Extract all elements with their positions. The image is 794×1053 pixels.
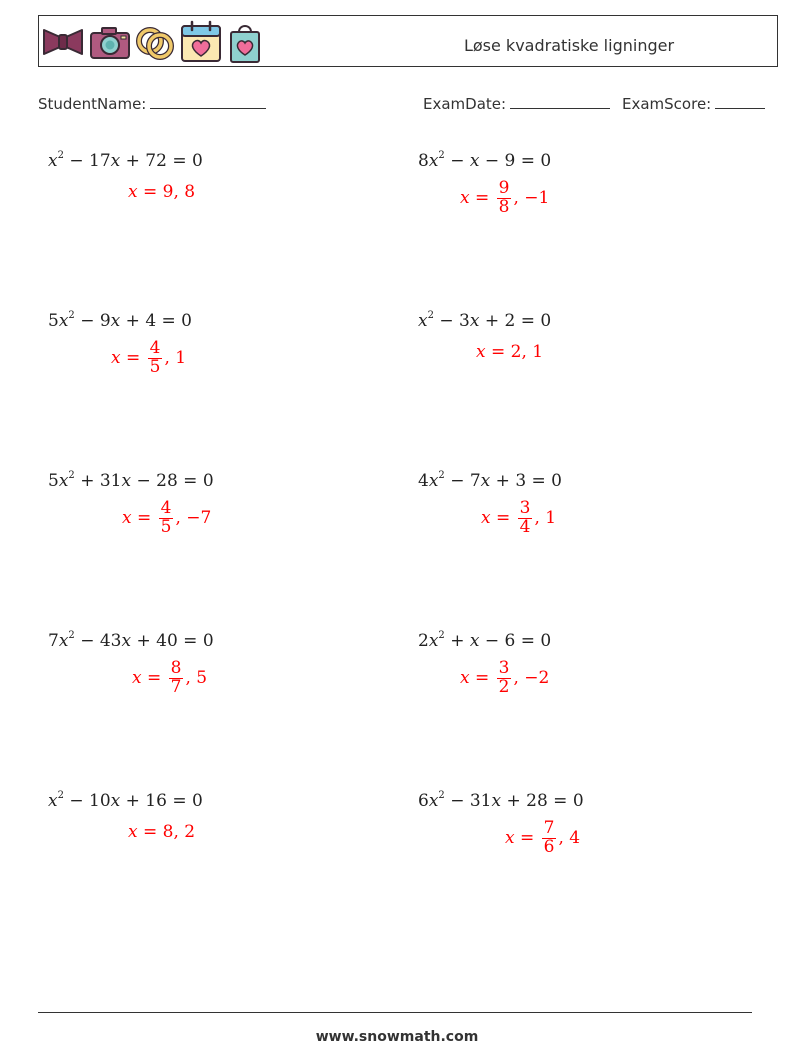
problem-item <box>48 150 203 202</box>
answer-values: , 1 <box>534 508 557 529</box>
answer-equals: = <box>485 342 511 362</box>
answer-values: , 4 <box>558 828 581 849</box>
header-icons <box>41 20 263 64</box>
answer-fraction <box>497 660 512 697</box>
calendar-heart-icon <box>179 20 223 64</box>
worksheet-title: Løse kvadratiske ligninger <box>463 36 675 55</box>
answer-fraction <box>518 500 533 537</box>
bow-tie-icon <box>41 24 85 60</box>
student-name-label: StudentName: <box>38 95 147 113</box>
answer <box>505 820 580 857</box>
variable: x <box>121 631 132 651</box>
linear-term: + <box>444 631 470 651</box>
footer-divider <box>38 1012 752 1013</box>
variable: x <box>428 791 439 811</box>
fraction-denominator: 7 <box>170 676 182 697</box>
constant-term: − 28 = 0 <box>131 471 214 491</box>
variable: x <box>428 471 439 491</box>
gift-bag-heart-icon <box>227 20 263 64</box>
answer-values: , 1 <box>164 348 187 369</box>
exponent: 2 <box>57 790 64 801</box>
variable: x <box>469 631 480 651</box>
problem-item <box>418 470 563 537</box>
fraction-numerator: 8 <box>170 658 182 678</box>
equation <box>48 790 203 811</box>
exponent: 2 <box>438 470 445 481</box>
equation <box>418 790 584 811</box>
linear-term: − 31 <box>444 791 492 811</box>
equation <box>48 630 214 651</box>
answer <box>476 342 543 362</box>
exponent: 2 <box>68 310 75 321</box>
answer-fraction <box>542 820 557 857</box>
problem-item <box>418 150 552 217</box>
answer-values: , −1 <box>513 188 550 209</box>
answer <box>460 180 549 217</box>
exam-date-field <box>423 94 610 113</box>
answer <box>460 660 549 697</box>
answer-variable: x <box>481 508 491 529</box>
exam-score-field <box>622 94 765 113</box>
equation <box>48 150 203 171</box>
variable: x <box>428 151 439 171</box>
camera-icon <box>89 24 131 60</box>
answer-variable: x <box>132 668 142 689</box>
constant-term: + 4 = 0 <box>120 311 193 331</box>
linear-term: − 43 <box>74 631 122 651</box>
answer-fraction <box>148 340 163 377</box>
exam-score-label: ExamScore: <box>622 95 712 113</box>
worksheet-header <box>38 15 778 67</box>
answer-values: 2, 1 <box>510 342 544 362</box>
fraction-numerator: 7 <box>543 818 555 838</box>
constant-term: − 9 = 0 <box>479 151 552 171</box>
answer-equals: = <box>469 188 495 209</box>
constant-term: − 6 = 0 <box>479 631 552 651</box>
exponent: 2 <box>68 630 75 641</box>
answer-equals: = <box>490 508 516 529</box>
fraction-denominator: 5 <box>160 516 172 537</box>
exam-score-blank[interactable] <box>715 94 765 109</box>
answer-values: 8, 2 <box>162 822 196 842</box>
answer <box>122 500 211 537</box>
constant-term: + 28 = 0 <box>501 791 584 811</box>
fraction-numerator: 9 <box>498 178 510 198</box>
exam-date-label: ExamDate: <box>423 95 507 113</box>
answer <box>128 182 195 202</box>
equation <box>418 310 551 331</box>
answer-equals: = <box>137 822 163 842</box>
variable: x <box>121 471 132 491</box>
answer <box>481 500 556 537</box>
constant-term: + 16 = 0 <box>120 791 203 811</box>
variable: x <box>110 151 121 171</box>
variable: x <box>58 471 69 491</box>
coefficient: 8 <box>418 151 429 171</box>
variable: x <box>418 311 428 331</box>
variable: x <box>469 151 480 171</box>
fraction-numerator: 4 <box>160 498 172 518</box>
variable: x <box>48 151 58 171</box>
equation <box>418 470 562 491</box>
student-name-blank[interactable] <box>150 94 266 109</box>
coefficient: 5 <box>48 471 59 491</box>
problem-item <box>48 790 203 842</box>
constant-term: + 3 = 0 <box>490 471 563 491</box>
variable: x <box>110 791 121 811</box>
answer-variable: x <box>460 188 470 209</box>
coefficient: 4 <box>418 471 429 491</box>
answer-values: , −2 <box>513 668 550 689</box>
answer-variable: x <box>476 342 486 362</box>
wedding-rings-icon <box>135 23 175 61</box>
answer-fraction <box>169 660 184 697</box>
linear-term: − 7 <box>444 471 481 491</box>
answer-variable: x <box>505 828 515 849</box>
answer-equals: = <box>131 508 157 529</box>
answer-fraction <box>159 500 174 537</box>
variable: x <box>480 471 491 491</box>
exam-date-blank[interactable] <box>510 94 610 109</box>
fraction-denominator: 4 <box>519 516 531 537</box>
equation <box>418 630 551 651</box>
answer-variable: x <box>122 508 132 529</box>
fraction-numerator: 3 <box>519 498 531 518</box>
linear-term: − 9 <box>74 311 111 331</box>
answer-values: 9, 8 <box>162 182 196 202</box>
linear-term: − 3 <box>433 311 470 331</box>
fraction-denominator: 8 <box>498 196 510 217</box>
variable: x <box>491 791 502 811</box>
problem-item <box>418 310 552 362</box>
exponent: 2 <box>57 150 64 161</box>
exponent: 2 <box>438 630 445 641</box>
variable: x <box>428 631 439 651</box>
answer-variable: x <box>460 668 470 689</box>
fraction-denominator: 6 <box>543 836 555 857</box>
exponent: 2 <box>68 470 75 481</box>
problem-item <box>48 630 214 697</box>
fraction-numerator: 4 <box>149 338 161 358</box>
fraction-numerator: 3 <box>498 658 510 678</box>
constant-term: + 72 = 0 <box>120 151 203 171</box>
variable: x <box>58 311 69 331</box>
footer-website: www.snowmath.com <box>315 1029 479 1045</box>
fraction-denominator: 2 <box>498 676 510 697</box>
answer <box>128 822 195 842</box>
coefficient: 2 <box>418 631 429 651</box>
problem-item <box>418 630 552 697</box>
answer <box>111 340 186 377</box>
answer-equals: = <box>141 668 167 689</box>
problem-item <box>418 790 584 857</box>
equation <box>48 470 214 491</box>
fraction-denominator: 5 <box>149 356 161 377</box>
answer-fraction <box>497 180 512 217</box>
coefficient: 6 <box>418 791 429 811</box>
equation <box>48 310 192 331</box>
answer-variable: x <box>111 348 121 369</box>
answer-equals: = <box>469 668 495 689</box>
answer-variable: x <box>128 822 138 842</box>
constant-term: + 2 = 0 <box>479 311 552 331</box>
linear-term: − 10 <box>63 791 111 811</box>
answer-equals: = <box>514 828 540 849</box>
constant-term: + 40 = 0 <box>131 631 214 651</box>
exponent: 2 <box>427 310 434 321</box>
equation <box>418 150 551 171</box>
variable: x <box>110 311 121 331</box>
linear-term: − <box>444 151 470 171</box>
variable: x <box>469 311 480 331</box>
answer-equals: = <box>120 348 146 369</box>
answer-equals: = <box>137 182 163 202</box>
coefficient: 5 <box>48 311 59 331</box>
problem-item <box>48 470 214 537</box>
answer-values: , 5 <box>185 668 208 689</box>
exponent: 2 <box>438 790 445 801</box>
answer-variable: x <box>128 182 138 202</box>
variable: x <box>48 791 58 811</box>
student-name-field <box>38 94 266 113</box>
answer <box>132 660 207 697</box>
variable: x <box>58 631 69 651</box>
answer-values: , −7 <box>175 508 212 529</box>
problem-item <box>48 310 193 377</box>
linear-term: + 31 <box>74 471 122 491</box>
linear-term: − 17 <box>63 151 111 171</box>
exponent: 2 <box>438 150 445 161</box>
coefficient: 7 <box>48 631 59 651</box>
